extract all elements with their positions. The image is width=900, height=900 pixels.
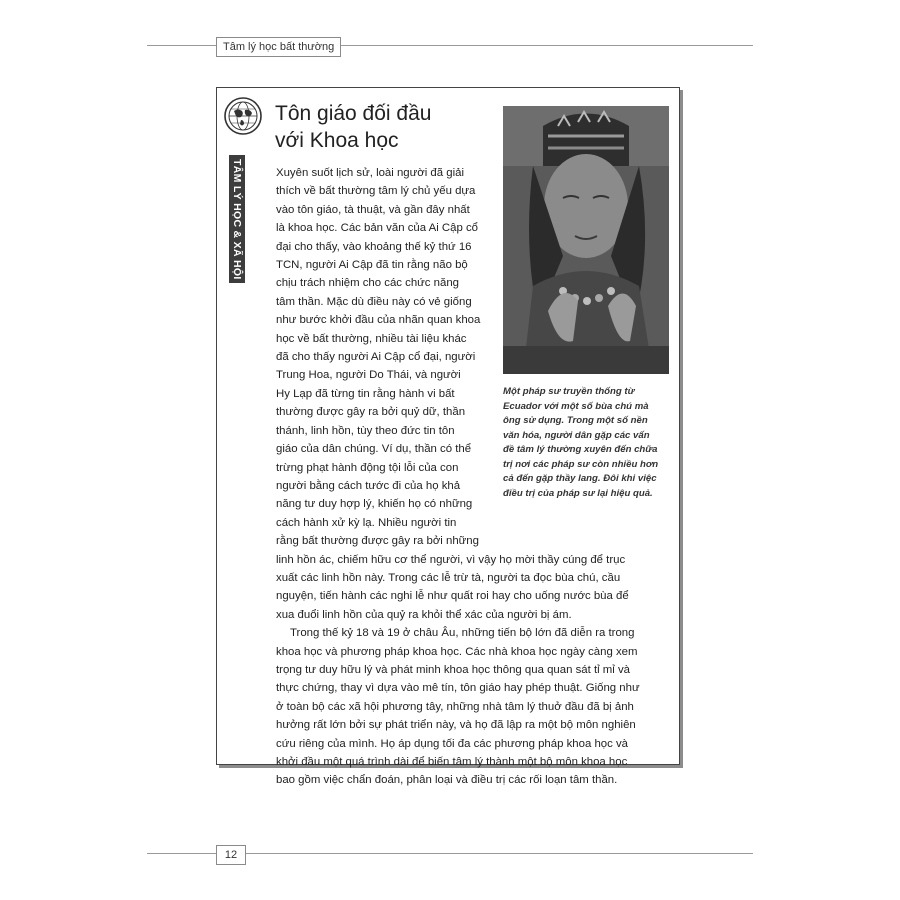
body-line: Xuyên suốt lịch sử, loài người đã giải: [276, 167, 464, 179]
body-line: là khoa học. Các bản văn của Ai Cập cổ: [276, 222, 478, 235]
body-line: trừng phạt hành động tội lỗi của con: [276, 461, 459, 474]
body-line: bao gồm việc chẩn đoán, phân loại và điều trị các rối loạn tâm thần.: [276, 774, 618, 787]
paragraph-2: [276, 624, 666, 790]
article-body: [276, 164, 666, 790]
caption-line: Ecuador với một số bùa chú mà: [503, 400, 649, 412]
caption-line: văn hóa, người dân gặp các vấn: [503, 429, 650, 441]
body-line: xuất các linh hồn này. Trong các lễ trừ tà, người ta đọc bùa chú, cầu: [276, 571, 621, 584]
section-sidebar: TÂM LÝ HỌC & XÃ HỘI: [229, 155, 245, 283]
body-line: học về bất thường, nhiều tài liệu khác: [276, 332, 467, 345]
body-line: đại cho thấy, vào khoảng thế kỷ thứ 16: [276, 240, 472, 253]
body-line: nguyện, tiến hành các nghi lễ như quất roi hay cho uống nước bùa để: [276, 590, 629, 603]
article-box: [216, 87, 680, 787]
body-line: rằng bất thường được gây ra bởi những: [276, 535, 479, 548]
title-line: với Khoa học: [275, 129, 399, 152]
paragraph-1: [276, 164, 666, 624]
body-line: thường được gây ra bởi quỷ dữ, thần: [276, 406, 466, 419]
globe-icon: [223, 96, 263, 136]
body-line: tâm thần. Mặc dù điều này có vẻ giống: [276, 295, 472, 308]
title-line: Tôn giáo đối đầu: [275, 102, 432, 125]
body-line: vào tôn giáo, tà thuật, và gần đây nhất: [276, 203, 470, 216]
body-line: thánh, linh hồn, tùy theo đức tin tôn: [276, 424, 455, 437]
caption-line: ông sử dụng. Trong một số nền: [503, 415, 648, 426]
body-line: xua đuổi linh hồn của quỷ ra khỏi thể xác của người bị ám.: [276, 608, 572, 621]
body-line: Trung Hoa, người Do Thái, và người: [276, 369, 461, 382]
article-title: [275, 100, 505, 154]
body-line: Trong thế kỷ 18 và 19 ở châu Âu, những tiến bộ lớn đã diễn ra trong: [290, 627, 635, 640]
body-line: đã cho thấy người Ai Cập cổ đại, người: [276, 351, 476, 364]
body-line: hưởng rất lớn bởi sự phát triển này, và họ đã lập ra một bộ môn nghiên: [276, 719, 636, 732]
body-line: người bằng cách tước đi của họ khả: [276, 479, 461, 492]
body-line: TCN, người Ai Cập đã tin rằng não bộ: [276, 259, 468, 272]
caption-line: đề tâm lý thường xuyên đến chữa: [503, 444, 658, 455]
body-line: linh hồn ác, chiếm hữu cơ thể người, vì vậy họ mời thầy cúng để trục: [276, 553, 626, 566]
body-line: thích về bất thường tâm lý chủ yếu dựa: [276, 185, 476, 198]
body-line: giáo của dân chúng. Ví dụ, thần có thể: [276, 443, 472, 456]
caption-line: điều trị của pháp sư lại hiệu quả.: [503, 487, 653, 499]
body-line: Hy Lạp đã từng tin rằng hành vi bất: [276, 387, 455, 400]
body-line: cứu riêng của mình. Họ áp dụng tối đa các phương pháp khoa học và: [276, 737, 629, 750]
body-line: thực chứng, thay vì dựa vào mê tín, tôn giáo hay phép thuật. Giống như: [276, 682, 640, 695]
body-line: chịu trách nhiệm cho các chức năng: [276, 277, 460, 290]
caption-line: Một pháp sư truyền thống từ: [503, 386, 635, 397]
body-line: cách hành xử kỳ lạ. Nhiều người tin: [276, 516, 457, 529]
body-line: ở toàn bộ các xã hội phương tây, những nhà tâm lý thuở đầu đã bị ảnh: [276, 700, 634, 713]
page-number: 12: [216, 845, 246, 865]
caption-line: cả đến gặp thầy lang. Đôi khi việc: [503, 473, 657, 484]
body-line: như bước khởi đầu của nhãn quan khoa: [276, 314, 481, 327]
body-line: năng tư duy hợp lý, khiến họ có những: [276, 498, 473, 511]
caption-line: trị nơi các pháp sư còn nhiều hơn: [503, 458, 659, 470]
body-line: khởi đầu một quá trình dài để biến tâm lý thành một bộ môn khoa học: [276, 756, 628, 768]
body-line: trọng tư duy hữu lý và phát minh khoa học thông qua quan sát tỉ mỉ và: [276, 663, 631, 676]
running-header: Tâm lý học bất thường: [216, 37, 341, 57]
body-line: khoa học và phương pháp khoa học. Các nhà khoa học ngày càng xem: [276, 645, 638, 658]
